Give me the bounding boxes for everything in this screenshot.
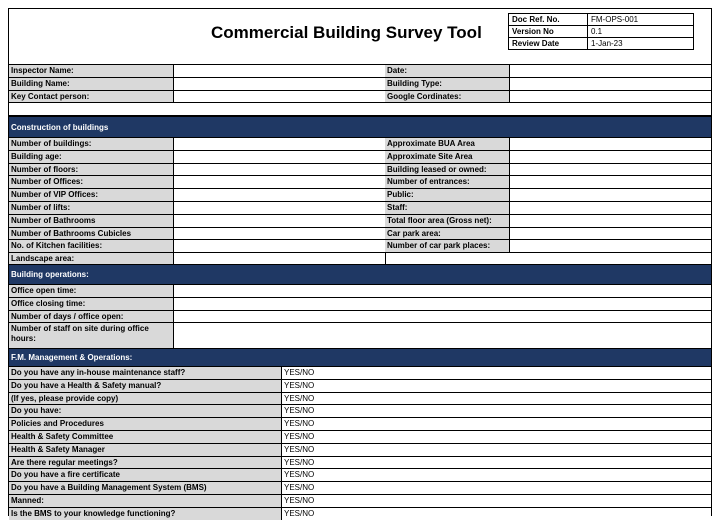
fm-answer-field[interactable]: YES/NO: [281, 456, 711, 469]
construction-value-field[interactable]: [509, 188, 711, 201]
doc-info-value: 0.1: [588, 26, 694, 38]
construction-value-field[interactable]: [509, 227, 711, 240]
construction-value-field[interactable]: [173, 150, 385, 163]
construction-label: Number of lifts:: [9, 201, 173, 214]
construction-value-field[interactable]: [509, 163, 711, 176]
fm-question: Health & Safety Committee: [9, 430, 281, 443]
general-value-field[interactable]: [173, 90, 385, 103]
construction-label: Public:: [385, 188, 509, 201]
construction-value-field[interactable]: [173, 201, 385, 214]
fm-question: Do you have a fire certificate: [9, 468, 281, 481]
construction-value-field[interactable]: [173, 175, 385, 188]
general-value-field[interactable]: [173, 77, 385, 90]
construction-label: Number of car park places:: [385, 239, 509, 252]
construction-label: Approximate BUA Area: [385, 137, 509, 150]
construction-value-field[interactable]: [509, 239, 711, 252]
construction-value-field[interactable]: [509, 150, 711, 163]
survey-form: [8, 8, 712, 516]
row-divider: [9, 102, 711, 103]
construction-value-field[interactable]: [173, 214, 385, 227]
operations-value-field[interactable]: [173, 322, 711, 348]
fm-answer-field[interactable]: YES/NO: [281, 366, 711, 379]
operations-label: Office open time:: [9, 284, 173, 297]
operations-value-field[interactable]: [173, 284, 711, 297]
fm-question: Do you have:: [9, 404, 281, 417]
construction-label: Building age:: [9, 150, 173, 163]
construction-value-field[interactable]: [173, 227, 385, 240]
doc-info-row: [509, 14, 694, 26]
doc-info-label: Doc Ref. No.: [509, 14, 588, 26]
general-label: Building Type:: [385, 77, 509, 90]
general-value-field[interactable]: [509, 64, 711, 77]
construction-label: Number of entrances:: [385, 175, 509, 188]
doc-info-value: 1-Jan-23: [588, 38, 694, 50]
construction-label: Number of Bathrooms: [9, 214, 173, 227]
construction-label: Car park area:: [385, 227, 509, 240]
general-value-field[interactable]: [509, 77, 711, 90]
construction-label: Landscape area:: [9, 252, 173, 265]
construction-value-field[interactable]: [509, 201, 711, 214]
operations-label: Office closing time:: [9, 297, 173, 310]
general-label: Google Cordinates:: [385, 90, 509, 103]
fm-question: (If yes, please provide copy): [9, 392, 281, 405]
fm-answer-field[interactable]: YES/NO: [281, 481, 711, 494]
fm-question: Health & Safety Manager: [9, 443, 281, 456]
construction-value-field[interactable]: [509, 175, 711, 188]
fm-question: Do you have a Health & Safety manual?: [9, 379, 281, 392]
section-header-operations: Building operations:: [9, 264, 711, 284]
operations-label: Number of days / office open:: [9, 310, 173, 323]
fm-answer-field[interactable]: YES/NO: [281, 494, 711, 507]
construction-label: No. of Kitchen facilities:: [9, 239, 173, 252]
section-header-construction: Construction of buildings: [9, 116, 711, 138]
construction-value-field[interactable]: [173, 163, 385, 176]
construction-label: Building leased or owned:: [385, 163, 509, 176]
fm-answer-field[interactable]: YES/NO: [281, 430, 711, 443]
fm-answer-field[interactable]: YES/NO: [281, 379, 711, 392]
construction-label: Number of buildings:: [9, 137, 173, 150]
construction-label: Number of VIP Offices:: [9, 188, 173, 201]
doc-info-value: FM-OPS-001: [588, 14, 694, 26]
general-label: Building Name:: [9, 77, 173, 90]
general-value-field[interactable]: [509, 90, 711, 103]
doc-info-row: [509, 38, 694, 50]
fm-answer-field[interactable]: YES/NO: [281, 443, 711, 456]
fm-question: Policies and Procedures: [9, 417, 281, 430]
construction-label: Number of floors:: [9, 163, 173, 176]
fm-answer-field[interactable]: YES/NO: [281, 468, 711, 481]
general-value-field[interactable]: [173, 64, 385, 77]
construction-value-field[interactable]: [509, 214, 711, 227]
doc-info-row: [509, 26, 694, 38]
construction-value-field[interactable]: [173, 239, 385, 252]
general-label: Date:: [385, 64, 509, 77]
fm-answer-field[interactable]: YES/NO: [281, 392, 711, 405]
construction-value-field[interactable]: [173, 137, 385, 150]
general-label: Key Contact person:: [9, 90, 173, 103]
construction-label: Staff:: [385, 201, 509, 214]
construction-label: Number of Bathrooms Cubicles: [9, 227, 173, 240]
fm-answer-field[interactable]: YES/NO: [281, 507, 711, 520]
construction-label: Total floor area (Gross net):: [385, 214, 509, 227]
section-header-fm: F.M. Management & Operations:: [9, 348, 711, 366]
fm-answer-field[interactable]: YES/NO: [281, 417, 711, 430]
construction-value-field[interactable]: [173, 188, 385, 201]
general-label: Inspector Name:: [9, 64, 173, 77]
fm-question: Is the BMS to your knowledge functioning?: [9, 507, 281, 520]
construction-label: Approximate Site Area: [385, 150, 509, 163]
fm-question: Do you have any in-house maintenance staff?: [9, 366, 281, 379]
operations-value-field[interactable]: [173, 310, 711, 323]
doc-info-table: [508, 13, 694, 50]
construction-label: Number of Offices:: [9, 175, 173, 188]
doc-info-label: Version No: [509, 26, 588, 38]
fm-question: Manned:: [9, 494, 281, 507]
fm-answer-field[interactable]: YES/NO: [281, 404, 711, 417]
doc-info-label: Review Date: [509, 38, 588, 50]
fm-question: Are there regular meetings?: [9, 456, 281, 469]
page-title: Commercial Building Survey Tool: [211, 23, 482, 42]
operations-value-field[interactable]: [173, 297, 711, 310]
operations-label: Number of staff on site during office hours:: [9, 322, 173, 348]
fm-question: Do you have a Building Management System (BMS): [9, 481, 281, 494]
construction-value-field[interactable]: [509, 137, 711, 150]
